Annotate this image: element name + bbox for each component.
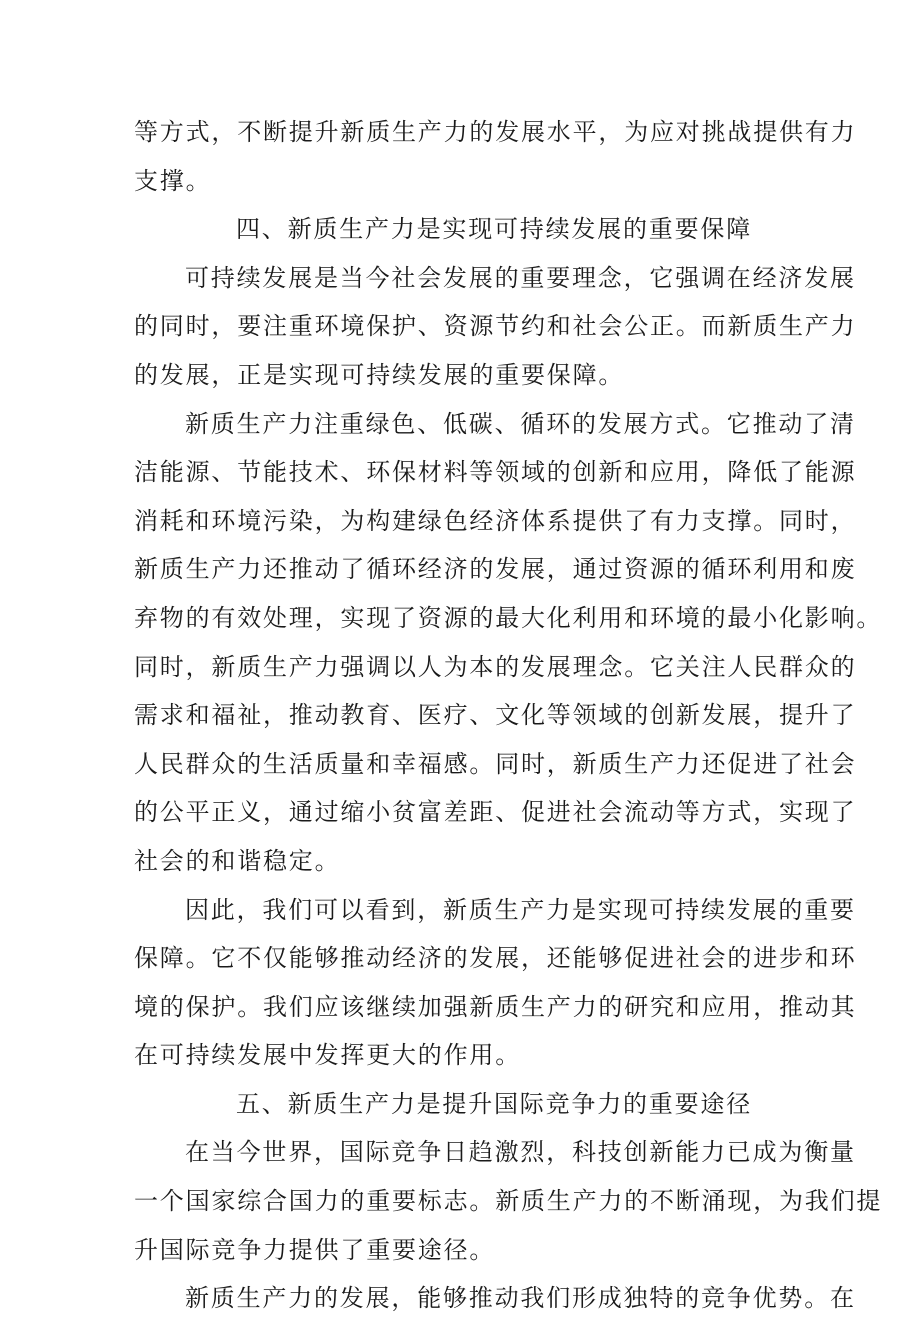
body-paragraph <box>134 400 883 886</box>
paragraph-line: 新质生产力的发展，能够推动我们形成独特的竞争优势。在 <box>185 1284 856 1313</box>
heading-text: 五、新质生产力是提升国际竞争力的重要途径 <box>236 1089 752 1118</box>
body-paragraph <box>134 886 857 1080</box>
section-heading <box>134 205 786 254</box>
body-paragraph <box>134 254 857 400</box>
body-paragraph <box>134 108 857 205</box>
section-heading <box>134 1080 786 1129</box>
heading-text: 四、新质生产力是实现可持续发展的重要保障 <box>236 215 752 244</box>
paragraph-line: 保障。它不仅能够推动经济的发展，还能够促进社会的进步和环 <box>134 944 857 973</box>
paragraph-line: 等方式，不断提升新质生产力的发展水平，为应对挑战提供有力 <box>134 118 857 146</box>
body-paragraph <box>134 1274 856 1323</box>
paragraph-line: 因此，我们可以看到，新质生产力是实现可持续发展的重要 <box>185 895 856 924</box>
paragraph-line: 的发展，正是实现可持续发展的重要保障。 <box>134 360 625 389</box>
paragraph-line: 在可持续发展中发挥更大的作用。 <box>134 1041 521 1070</box>
paragraph-line: 支撑。 <box>134 166 212 195</box>
paragraph-line: 的公平正义，通过缩小贫富差距、促进社会流动等方式，实现了 <box>134 798 857 827</box>
paragraph-line: 人民群众的生活质量和幸福感。同时，新质生产力还促进了社会 <box>134 749 857 778</box>
paragraph-line: 新质生产力注重绿色、低碳、循环的发展方式。它推动了清 <box>185 409 856 438</box>
paragraph-line: 的同时，要注重环境保护、资源节约和社会公正。而新质生产力 <box>134 312 857 341</box>
paragraph-line: 升国际竞争力提供了重要途径。 <box>134 1235 496 1264</box>
paragraph-line: 弃物的有效处理，实现了资源的最大化利用和环境的最小化影响。 <box>134 603 883 632</box>
paragraph-line: 洁能源、节能技术、环保材料等领域的创新和应用，降低了能源 <box>134 458 857 487</box>
paragraph-line: 同时，新质生产力强调以人为本的发展理念。它关注人民群众的 <box>134 652 857 681</box>
body-paragraph <box>134 1128 883 1274</box>
paragraph-line: 社会的和谐稳定。 <box>134 846 341 875</box>
paragraph-line: 需求和福祉，推动教育、医疗、文化等领域的创新发展，提升了 <box>134 701 857 730</box>
paragraph-line: 一个国家综合国力的重要标志。新质生产力的不断涌现，为我们提 <box>134 1187 883 1216</box>
paragraph-line: 新质生产力还推动了循环经济的发展，通过资源的循环利用和废 <box>134 555 857 584</box>
paragraph-line: 境的保护。我们应该继续加强新质生产力的研究和应用，推动其 <box>134 992 857 1021</box>
paragraph-line: 在当今世界，国际竞争日趋激烈，科技创新能力已成为衡量 <box>185 1138 856 1167</box>
paragraph-line: 可持续发展是当今社会发展的重要理念，它强调在经济发展 <box>185 263 856 292</box>
document-body <box>134 108 883 1323</box>
paragraph-line: 消耗和环境污染，为构建绿色经济体系提供了有力支撑。同时， <box>134 506 857 535</box>
